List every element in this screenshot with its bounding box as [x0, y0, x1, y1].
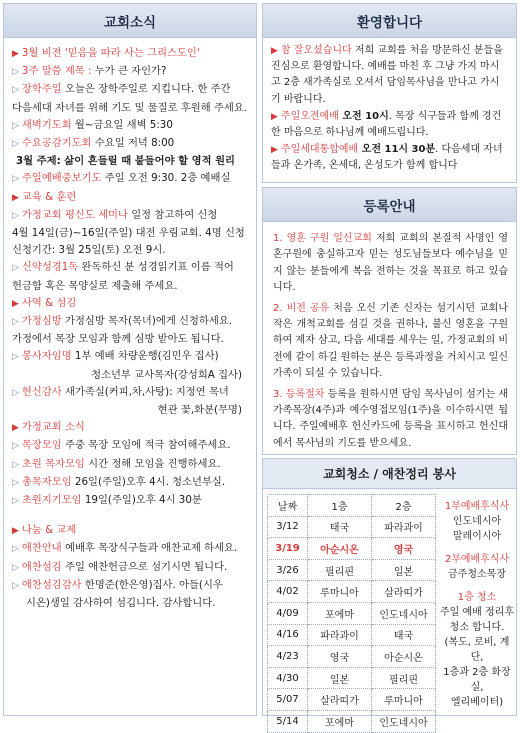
outline-triangle-bullet-icon: ▷	[12, 67, 19, 78]
outline-triangle-bullet-icon: ▷	[12, 352, 19, 363]
schedule-cell: 일본	[308, 667, 372, 689]
welcome-panel	[262, 3, 517, 183]
schedule-cell: 인도네시아	[372, 602, 436, 624]
schedule-cell: 태국	[308, 516, 372, 538]
spacer	[12, 510, 248, 522]
welcome-body	[263, 38, 516, 175]
registration-paragraph-1: 1. 영혼 구원 일신교회 저희 교회의 본질적 사명인 영혼구원에 충실하고자 믿는 성도님들보다 예수님을 믿지 않는 분들에게 복음 전하는 것을 목표로 하고 있습니다.	[273, 233, 508, 294]
schedule-cell: 5/07	[268, 689, 308, 711]
news-item: ▷ 초원 목자모임 시간 정해 모임을 진행하세요.	[12, 457, 221, 470]
schedule-cell: 3/12	[268, 516, 308, 538]
outline-triangle-bullet-icon: ▷	[12, 120, 19, 131]
news-item: ▷ 가정심방 가정심방 목자(목녀)에게 신청하세요.	[12, 315, 233, 328]
church-news-title: 교회소식	[4, 4, 256, 38]
outline-triangle-bullet-icon: ▷	[12, 387, 19, 398]
schedule-cell: 아순시온	[372, 646, 436, 668]
news-item: ▶ 3월 비전 '믿음을 따라 사는 그리스도인'	[12, 47, 200, 59]
first-floor-cleaning: 1층 청소 주일 예배 정리후 청소 합니다. (복도, 로비, 계단, 1층과 2층 화장실, 엘리베이터)	[440, 592, 514, 708]
outline-triangle-bullet-icon: ▷	[12, 580, 19, 591]
schedule-cell: 4/23	[268, 646, 308, 668]
schedule-cell: 살라띠가	[308, 689, 372, 711]
news-item: 시온)생일 감사하여 섬깁니다. 감사합니다.	[26, 597, 216, 610]
schedule-row	[268, 516, 436, 538]
news-item: ▷ 수요공감기도회 수요일 저녁 8:00	[12, 137, 175, 150]
schedule-row	[268, 624, 436, 646]
schedule-cell: 4/02	[268, 581, 308, 603]
schedule-cell: 포에마	[308, 710, 372, 732]
outline-triangle-bullet-icon: ▷	[12, 174, 19, 185]
first-service-meal: 1부예배후식사 인도네시아 말레이시아	[444, 501, 510, 542]
schedule-row	[268, 581, 436, 603]
schedule-cell: 살라띠가	[372, 581, 436, 603]
outline-triangle-bullet-icon: ▷	[12, 317, 19, 328]
news-item: ▷ 총목자모임 26일(주일)오후 4시. 청소년부실.	[12, 475, 226, 488]
news-item: 현관 꽃,화분(무명)	[157, 404, 242, 417]
meal-duty-notes	[439, 499, 515, 718]
news-item: 신청기간: 3월 25일(토) 오전 9시.	[12, 244, 166, 257]
outline-triangle-bullet-icon: ▷	[12, 210, 19, 221]
news-section-heading: ▶ 나눔 & 교제	[12, 524, 77, 537]
news-item: ▷ 신약성경1독 완독하신 분 성경읽기표 이름 적어	[12, 261, 234, 274]
schedule-cell: 5/14	[268, 710, 308, 732]
welcome-paragraph-1: ▶ 참 잘오셨습니다 저희 교회를 처음 방문하신 분들을 진심으로 환영합니다. 예배를 마친 후 그냥 가지 마시고 2층 새가족실로 오셔서 담임목사님을 만나고 가시기 바랍니다.	[271, 45, 503, 105]
news-item: ▷ 애찬섬김 주일 애찬헌금으로 섬기시면 됩니다.	[12, 560, 228, 573]
news-item: ▷ 장학주일 오늘은 장학주일로 지킵니다. 한 주간	[12, 83, 231, 96]
news-item: ▷ 애찬안내 예배후 목장식구들과 애찬교제 하세요.	[12, 542, 238, 555]
triangle-bullet-icon: ▶	[12, 49, 19, 59]
registration-panel	[262, 187, 517, 455]
registration-paragraph-2: 2. 비전 공유 처음 오신 기존 신자는 섬기시던 교회나 작은 개척교회를 섬길 것을 권하나, 불신 영혼을 구원하여 제자 삼고, 다음 세대를 세우는 일, 가정교회의 비전에 같이 하길 원하는 분은 등록과정을 거치시고 일신 가족이 되실 수 있습니다.	[273, 302, 508, 380]
triangle-bullet-icon: ▶	[271, 145, 278, 156]
outline-triangle-bullet-icon: ▷	[12, 496, 19, 507]
news-item: ▷ 새벽기도회 월~금요일 새벽 5:30	[12, 118, 173, 131]
registration-body	[263, 222, 516, 452]
schedule-cell: 포에마	[308, 602, 372, 624]
church-news-panel	[3, 3, 257, 716]
triangle-bullet-icon: ▶	[271, 111, 278, 122]
news-item: 다음세대 자녀를 위해 기도 및 물질로 후원해 주세요.	[12, 101, 248, 114]
news-item: ▷ 헌신감사 새가족실(커피,차,사탕): 지정연 목녀	[12, 385, 229, 398]
triangle-bullet-icon: ▶	[12, 526, 19, 537]
welcome-title: 환영합니다	[263, 4, 516, 38]
news-item: 헌금함 혹은 목양실로 제출해 주세요.	[12, 279, 178, 292]
schedule-cell: 3/26	[268, 559, 308, 581]
welcome-paragraph-2: ▶ 주일오전예배 오전 10시. 목장 식구들과 함께 경건한 마음으로 하나님께 예배드립니다.	[271, 110, 502, 139]
outline-triangle-bullet-icon: ▷	[12, 441, 19, 452]
schedule-cell: 태국	[372, 624, 436, 646]
schedule-row	[268, 646, 436, 668]
schedule-row	[268, 602, 436, 624]
news-item: ▷ 목장모임 주중 목장 모임에 적극 참여해주세요.	[12, 439, 231, 452]
news-item: ▷ 3주 말씀 제목 : 누가 큰 자인가?	[12, 65, 167, 78]
cleaning-schedule-table	[267, 494, 436, 733]
schedule-cell: 영국	[308, 646, 372, 668]
schedule-row	[268, 667, 436, 689]
registration-title: 등록안내	[263, 188, 516, 222]
outline-triangle-bullet-icon: ▷	[12, 85, 19, 96]
schedule-cell: 날짜	[268, 495, 308, 517]
schedule-cell: 파라과이	[308, 624, 372, 646]
news-item: ▷ 봉사자임명 1부 예배 차량운행(김민우 집사)	[12, 350, 219, 363]
outline-triangle-bullet-icon: ▷	[12, 544, 19, 555]
schedule-cell: 3/19	[268, 538, 308, 560]
schedule-row	[268, 710, 436, 732]
schedule-header-row	[268, 495, 436, 517]
cleaning-schedule-title: 교회청소 / 애찬정리 봉사	[263, 459, 516, 489]
schedule-row	[268, 559, 436, 581]
schedule-cell: 인도네시아	[372, 710, 436, 732]
outline-triangle-bullet-icon: ▷	[12, 562, 19, 573]
news-item: 청소년부 교사목자(강성희A 집사)	[91, 368, 242, 381]
schedule-cell: 1층	[308, 495, 372, 517]
welcome-paragraph-3: ▶ 주일세대통합예배 오전 11시 30분. 다음세대 자녀들과 온가족, 온세대, 온성도가 함께 합니다	[271, 144, 503, 172]
schedule-row	[268, 538, 436, 560]
schedule-cell: 4/09	[268, 602, 308, 624]
second-service-meal: 2부예배후식사 금주청소목장	[444, 554, 510, 580]
schedule-cell: 일본	[372, 559, 436, 581]
outline-triangle-bullet-icon: ▷	[12, 477, 19, 488]
outline-triangle-bullet-icon: ▷	[12, 139, 19, 150]
news-item: ▷ 애찬섬김감사 한명준(한은영)집사. 아들(시우	[12, 578, 223, 591]
news-item: 가정에서 목장 모임과 함께 심방 받아도 됩니다.	[12, 333, 224, 346]
news-section-heading: ▶ 사역 & 섬김	[12, 296, 77, 309]
schedule-cell: 필리핀	[308, 559, 372, 581]
schedule-cell: 4/16	[268, 624, 308, 646]
schedule-row	[268, 689, 436, 711]
news-item: 4월 14일(금)~16일(주일) 대전 우림교회. 4명 신청	[12, 227, 245, 240]
news-item: ▷ 가정교회 평신도 세미나 일정 참고하여 신청	[12, 208, 218, 221]
news-section-heading: ▶ 교육 & 훈련	[12, 190, 77, 203]
church-news-list	[4, 38, 256, 612]
outline-triangle-bullet-icon: ▷	[12, 263, 19, 274]
schedule-cell: 아순시온	[308, 538, 372, 560]
schedule-cell: 파라과이	[372, 516, 436, 538]
news-section-heading: ▶ 가정교회 소식	[12, 421, 85, 434]
schedule-cell: 4/30	[268, 667, 308, 689]
triangle-bullet-icon: ▶	[271, 46, 278, 56]
cleaning-schedule-panel	[262, 458, 517, 729]
schedule-cell: 루마니아	[372, 689, 436, 711]
news-item: ▷ 주일예배중보기도 주일 오전 9:30. 2층 예배실	[12, 172, 231, 185]
triangle-bullet-icon: ▶	[12, 423, 19, 434]
schedule-cell: 루마니아	[308, 581, 372, 603]
schedule-cell: 영국	[372, 538, 436, 560]
news-item: 3월 주제: 삶이 흔들릴 때 붙들어야 할 영적 원리	[16, 155, 236, 168]
outline-triangle-bullet-icon: ▷	[12, 459, 19, 470]
schedule-cell: 2층	[372, 495, 436, 517]
schedule-cell: 필리핀	[372, 667, 436, 689]
news-item: ▷ 초원지기모임 19일(주일)오후 4시 30분	[12, 494, 202, 507]
triangle-bullet-icon: ▶	[12, 298, 19, 309]
registration-paragraph-3: 3. 등록절차 등록을 원하시면 담임 목사님이 섬기는 새가족목장(4주)과 예수영접모임(1주)을 이수하시면 됩니다. 주일예배후 헌신카드에 등록을 표시하고 헌신대에서 목사님의 기도를 받으세요.	[273, 388, 508, 449]
triangle-bullet-icon: ▶	[12, 192, 19, 203]
